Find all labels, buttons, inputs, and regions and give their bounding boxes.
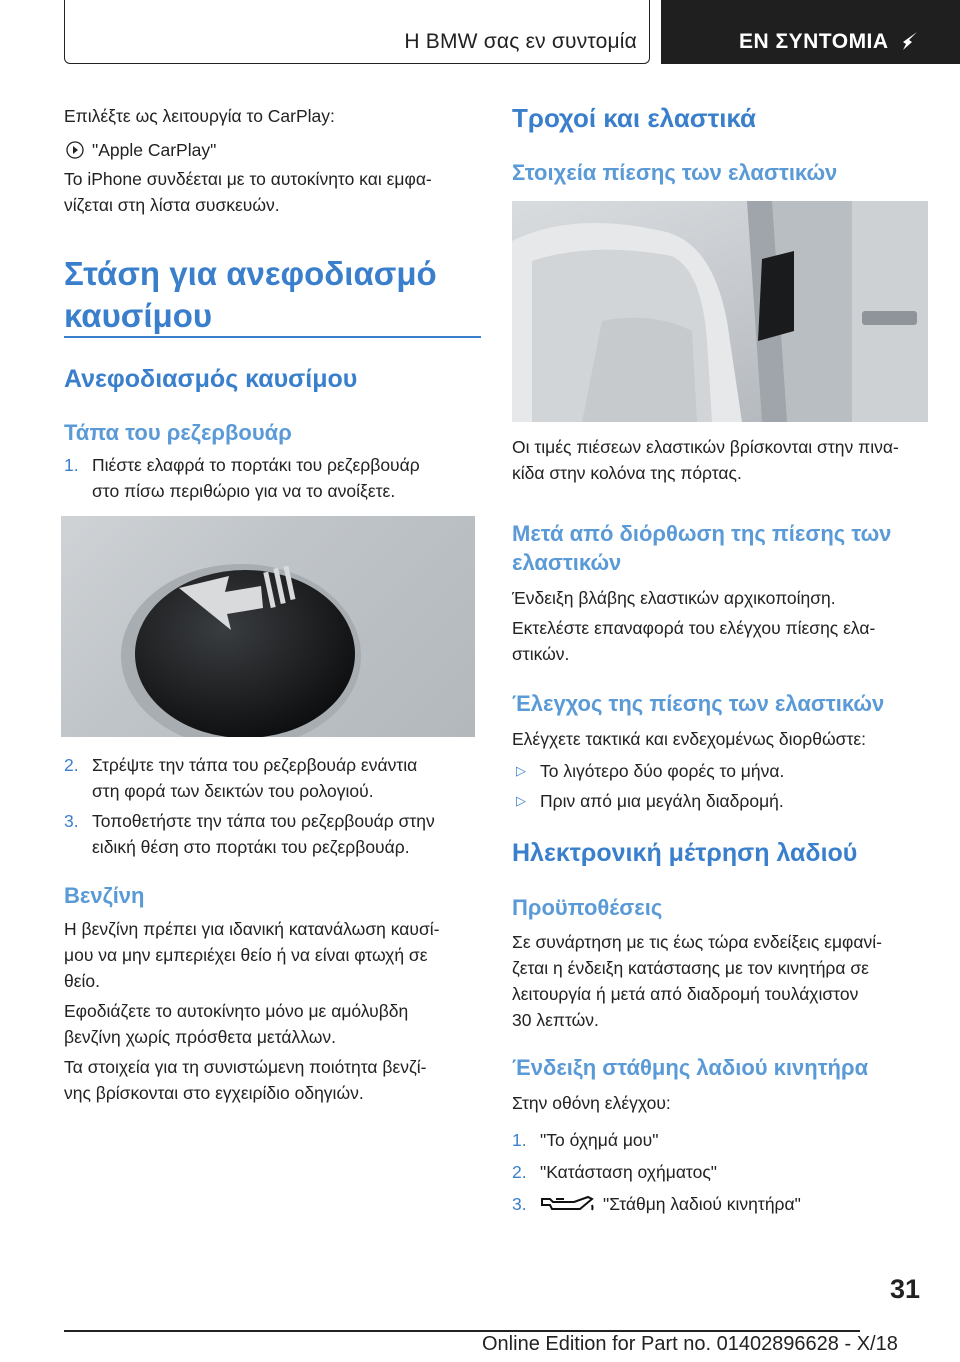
fuel-flap-photo (61, 516, 475, 737)
bullet-triangle-icon: ▷ (516, 793, 526, 808)
step-text: Τοποθετήστε την τάπα του ρεζερβουάρ στην (92, 811, 435, 831)
after-text: Ένδειξη βλάβης ελαστικών αρχικοποίηση. (512, 588, 836, 608)
step-text: στη φορά των δεικτών του ρολογιού. (92, 781, 374, 801)
step-text: Στρέψτε την τάπα του ρεζερβουάρ ενάντια (92, 755, 418, 775)
oil-can-icon (540, 1193, 596, 1215)
step-number: 3. (512, 1194, 527, 1214)
carplay-menu-item: "Apple CarPlay" (92, 140, 217, 160)
door-pillar-photo (512, 201, 928, 422)
bullet-triangle-icon: ▷ (516, 763, 526, 778)
heading-petrol: Βενζίνη (64, 883, 145, 908)
section-title-refuel-line2: καυσίμου (64, 297, 213, 334)
step-number: 2. (512, 1162, 527, 1182)
lightning-bolt-icon (897, 30, 919, 52)
header-chapter-title: ΕΝ ΣΥΝΤΟΜΙΑ (739, 30, 889, 53)
subsection-title-refuel: Ανεφοδιασμός καυσίμου (64, 365, 358, 393)
step-text: ειδική θέση στο πορτάκι του ρεζερβουάρ. (92, 837, 410, 857)
play-circle-icon (66, 141, 84, 159)
heading-check-pressure: Έλεγχος της πίεσης των ελαστικών (512, 691, 885, 716)
oil-step-text: "Κατάσταση οχήματος" (540, 1162, 717, 1182)
prereq-text: ζεται η ένδειξη κατάστασης με τον κινητήρα σε (512, 958, 869, 978)
heading-prerequisites: Προϋποθέσεις (512, 895, 663, 920)
petrol-text: Η βενζίνη πρέπει για ιδανική κατανάλωση καυσί- (64, 919, 440, 939)
petrol-text: νης βρίσκονται στο εγχειρίδιο οδηγιών. (64, 1083, 364, 1103)
after-text: Εκτελέστε επαναφορά του ελέγχου πίεσης ελα- (512, 618, 876, 638)
page-number: 31 (890, 1274, 921, 1304)
bullet-text: Πριν από μια μεγάλη διαδρομή. (540, 791, 784, 811)
heading-after-correction-line1: Μετά από διόρθωση της πίεσης των (512, 521, 892, 546)
petrol-text: Εφοδιάζετε το αυτοκίνητο μόνο με αμόλυβδη (64, 1001, 409, 1021)
section-title-wheels: Τροχοί και ελαστικά (512, 103, 757, 133)
footer-edition: Online Edition for Part no. 01402896628 - X/18 (482, 1333, 898, 1355)
heading-after-correction-line2: ελαστικών (512, 550, 622, 575)
check-text: Ελέγχετε τακτικά και ενδεχομένως διορθώστε: (512, 729, 867, 749)
pressure-text: κίδα στην κολόνα της πόρτας. (512, 463, 742, 483)
header-section-title: Η BMW σας εν συντομία (404, 30, 637, 53)
prereq-text: λειτουργία ή μετά από διαδρομή τουλάχιστον (512, 984, 859, 1004)
step-number: 1. (512, 1130, 527, 1150)
prereq-text: Σε συνάρτηση με τις έως τώρα ενδείξεις εμφανί- (512, 932, 882, 952)
section-divider (64, 336, 481, 338)
step-number: 2. (64, 755, 79, 775)
footer-divider (64, 1330, 860, 1332)
petrol-text: βενζίνη χωρίς πρόσθετα μετάλλων. (64, 1027, 337, 1047)
iphone-text-line1: Το iPhone συνδέεται με το αυτοκίνητο και εμφα- (64, 169, 432, 189)
after-text: στικών. (512, 644, 570, 664)
petrol-text: μου να μην εμπεριέχει θείο ή να είναι φτωχή σε (64, 945, 428, 965)
step-text: Πιέστε ελαφρά το πορτάκι του ρεζερβουάρ (92, 455, 420, 475)
oil-step-text: "Στάθμη λαδιού κινητήρα" (603, 1194, 801, 1214)
bullet-text: Το λιγότερο δύο φορές το μήνα. (540, 761, 785, 781)
step-number: 1. (64, 455, 79, 475)
carplay-intro: Επιλέξτε ως λειτουργία το CarPlay: (64, 106, 335, 126)
pressure-text: Οι τιμές πιέσεων ελαστικών βρίσκονται στην πινα- (512, 437, 899, 457)
section-title-refuel-line1: Στάση για ανεφοδιασμό (64, 255, 437, 292)
header-section-tab (64, 0, 650, 64)
oil-intro-text: Στην οθόνη ελέγχου: (512, 1093, 671, 1113)
heading-pressure-data: Στοιχεία πίεσης των ελαστικών (512, 160, 838, 185)
subsection-title-oil: Ηλεκτρονική μέτρηση λαδιού (512, 839, 858, 867)
oil-step-text: "Το όχημά μου" (540, 1130, 659, 1150)
step-text: στο πίσω περιθώριο για να το ανοίξετε. (92, 481, 396, 501)
petrol-text: θείο. (64, 971, 101, 991)
step-number: 3. (64, 811, 79, 831)
prereq-text: 30 λεπτών. (512, 1010, 599, 1030)
heading-oil-level: Ένδειξη στάθμης λαδιού κινητήρα (512, 1055, 869, 1080)
iphone-text-line2: νίζεται στη λίστα συσκευών. (64, 195, 280, 215)
petrol-text: Τα στοιχεία για τη συνιστώμενη ποιότητα βενζί- (64, 1057, 427, 1077)
heading-fuel-cap: Τάπα του ρεζερβουάρ (64, 420, 292, 445)
